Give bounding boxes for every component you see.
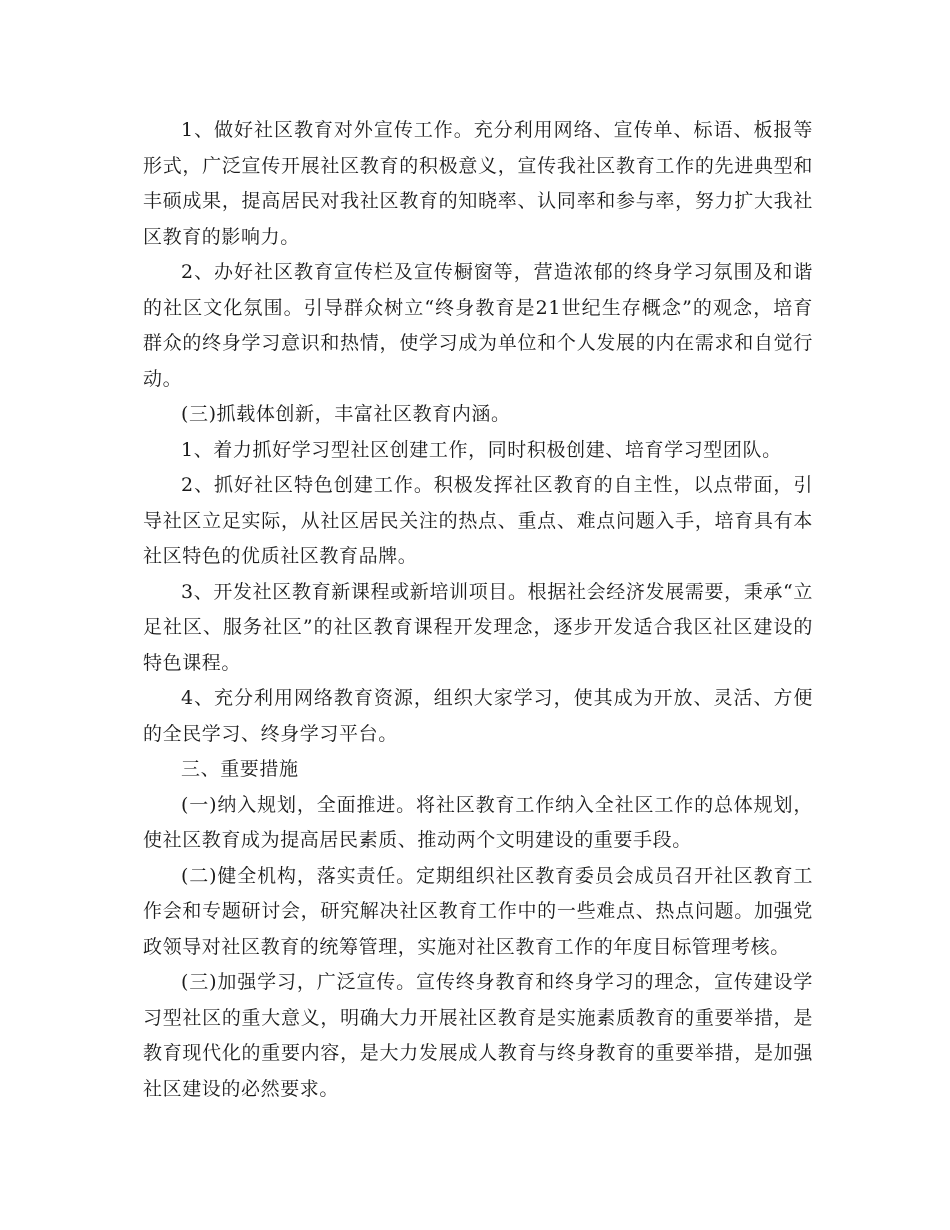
paragraph-study-publicity: (三)加强学习，广泛宣传。宣传终身教育和终身学习的理念，宣传建设学习型社区的重大意义，明确大力开展社区教育是实施素质教育的重要举措，是教育现代化的重要内容，是大力发展成人教育与终身教育的重要举措，是加强社区建设的必然要求。 (143, 971, 813, 1100)
paragraph-new-courses: 3、开发社区教育新课程或新培训项目。根据社会经济发展需要，秉承“立足社区、服务社区”的社区教育课程开发理念，逐步开发适合我区社区建设的特色课程。 (143, 580, 813, 674)
paragraph-publicity-work: 1、做好社区教育对外宣传工作。充分利用网络、宣传单、标语、板报等形式，广泛宣传开展社区教育的积极意义，宣传我社区教育工作的先进典型和丰硕成果，提高居民对我社区教育的知晓率、认同率和参与率，努力扩大我社区教育的影响力。 (143, 119, 813, 248)
section-heading-carrier-innovation: (三)抓载体创新，丰富社区教育内涵。 (181, 403, 511, 425)
paragraph-organization: (二)健全机构，落实责任。定期组织社区教育委员会成员召开社区教育工作会和专题研讨会，研究解决社区教育工作中的一些难点、热点问题。加强党政领导对社区教育的统筹管理，实施对社区教育工作的年度目标管理考核。 (143, 864, 813, 958)
paragraph-community-feature: 2、抓好社区特色创建工作。积极发挥社区教育的自主性，以点带面，引导社区立足实际，从社区居民关注的热点、重点、难点问题入手，培育具有本社区特色的优质社区教育品牌。 (143, 474, 813, 567)
paragraph-planning: (一)纳入规划，全面推进。将社区教育工作纳入全社区工作的总体规划，使社区教育成为提高居民素质、推动两个文明建设的重要手段。 (143, 793, 813, 851)
paragraph-network-resources: 4、充分利用网络教育资源，组织大家学习，使其成为开放、灵活、方便的全民学习、终身学习平台。 (143, 687, 813, 745)
paragraph-learning-community: 1、着力抓好学习型社区创建工作，同时积极创建、培育学习型团队。 (181, 438, 782, 461)
document-body (143, 113, 813, 1107)
paragraph-bulletin-board: 2、办好社区教育宣传栏及宣传橱窗等，营造浓郁的终身学习氛围及和谐的社区文化氛围。引导群众树立“终身教育是21世纪生存概念”的观念，培育群众的终身学习意识和热情，使学习成为单位和个人发展的内在需求和自觉行动。 (143, 261, 813, 390)
section-heading-key-measures: 三、重要措施 (181, 758, 299, 780)
